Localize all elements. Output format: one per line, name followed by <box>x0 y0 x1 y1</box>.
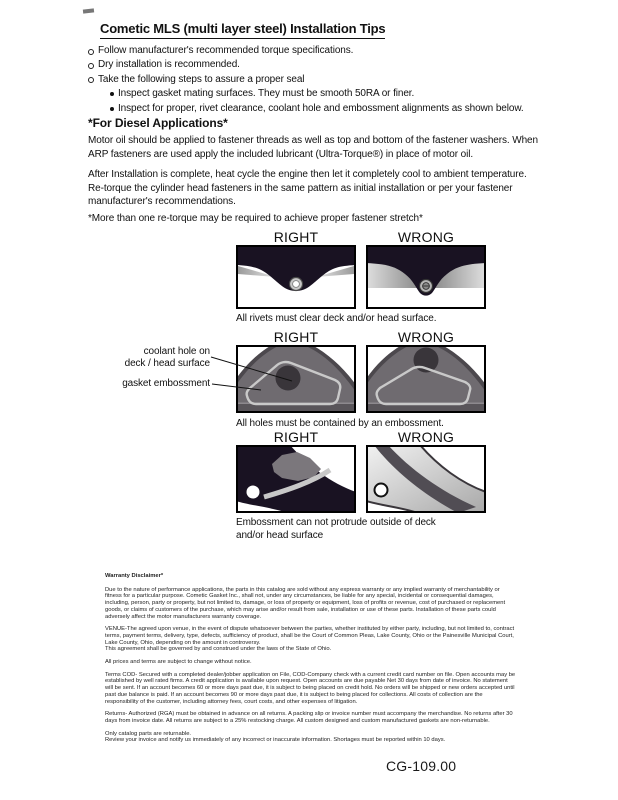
embossment-right-figure <box>236 445 356 513</box>
rivet-right-diagram <box>236 245 356 309</box>
bolt-hole-icon <box>247 486 260 499</box>
diagram-row-rivets <box>236 229 486 324</box>
rivet-right-figure <box>236 245 356 309</box>
dot-bullet-icon <box>110 92 114 96</box>
print-artifact-mark <box>83 8 94 13</box>
caption-line2: and/or head surface <box>236 529 324 541</box>
circle-bullet-icon <box>88 63 94 69</box>
list-item <box>88 44 540 58</box>
list-item-text: Take the following steps to assure a proper seal <box>98 73 305 85</box>
embossment-right-diagram <box>236 445 356 513</box>
wrong-label: WRONG <box>397 229 455 245</box>
warranty-paragraph: Only catalog parts are returnable. <box>105 730 192 737</box>
list-item <box>88 58 540 72</box>
list-item <box>110 87 540 101</box>
leader-lines <box>205 344 325 404</box>
coolant-label-line2: deck / head surface <box>124 358 210 369</box>
list-item <box>88 73 540 87</box>
dot-bullet-icon <box>110 107 114 111</box>
diesel-paragraph-2: After Installation is complete, heat cycle the engine then let it completely cool to ambient temperature. Re-torque the cylinder head fasteners in the same pattern as initial installation or per your fastener manufacturer's recommendations. <box>88 169 527 208</box>
warranty-paragraph: All prices and terms are subject to change without notice. <box>105 659 252 666</box>
list-item <box>110 102 540 116</box>
warranty-disclaimer <box>105 573 517 744</box>
warranty-paragraph: This agreement shall be governed by and construed under the laws of the State of Ohio. <box>105 646 332 653</box>
hole-wrong-figure <box>366 345 486 413</box>
warranty-heading: Warranty Disclaimer* <box>105 573 164 579</box>
wrong-label: WRONG <box>397 429 455 445</box>
diesel-paragraph-1: Motor oil should be applied to fastener threads as well as top and bottom of the fastener washers. When ARP fasteners are used apply the included lubricant (Ultra-Torque®) in place of motor oil. <box>88 135 538 160</box>
warranty-paragraph: Returns- Authorized (RGA) must be obtained in advance on all returns. A packing slip or invoice number must accompany the merchandise. No returns after 30 days from invoice date. All returns are subject to a 25% restocking charge. All custom designed and custom manufactured gaskets are non-returnable. <box>105 711 513 724</box>
retorque-note: *More than one re-torque may be required to achieve proper fastener stretch* <box>88 213 423 224</box>
bolt-hole-icon <box>375 484 388 497</box>
coolant-label-line1: coolant hole on <box>143 346 210 357</box>
list-item-text: Dry installation is recommended. <box>98 59 240 71</box>
page-number: CG-109.00 <box>386 758 457 774</box>
warranty-paragraph: Due to the nature of performance applications, the parts in this catalog are sold without any express warranty or any implied warranty of merchantability or fitness for a particular purpose. Cometic Gasket Inc., shall not, under any circumstances, be liable for any special, incidental or consequential damages, including, person, party or property, but not limited to, damage, or loss of property or equipment, loss of profits or revenue, cost of purchased or replacement goods, or claims of customers of the purchase, which may arise and/or result from sale, installation or use of these parts. Installation of these parts could adversely affect the motor manufacturers warranty coverage. <box>105 586 506 620</box>
warranty-paragraph: Terms COD- Secured with a completed dealer/jobber application on File, COD-Company check with a current credit card number on file. Open accounts may be established by well rated firms. A credit application is available upon request. Open accounts are due payable Net 30 days from date of invoice. No statement will be sent. If an account becomes 60 or more days past due, it is subject to being placed on credit hold. No orders will be shipped or new orders accepted until past due balance is paid. If an account becomes 90 or more days past due, it is subject to being placed for collections. All costs of collection are the responsibility of the customer, including attorney fees, court costs, and other expenses of litigation. <box>105 671 516 705</box>
diagram-row-embossment <box>236 429 486 541</box>
right-label: RIGHT <box>273 229 319 245</box>
coolant-hole-label <box>98 346 210 370</box>
diagram-row-holes <box>236 329 486 429</box>
right-label: RIGHT <box>273 329 319 345</box>
caption-line1: Embossment can not protrude outside of deck <box>236 517 436 528</box>
diagram-caption: All rivets must clear deck and/or head surface. <box>236 313 437 324</box>
warranty-paragraph: Review your invoice and notify us immediately of any incorrect or inaccurate information. Shortages must be reported within 10 days. <box>105 737 446 744</box>
diagram-caption: All holes must be contained by an embossment. <box>236 418 444 429</box>
gasket-embossment-label: gasket embossment <box>122 378 210 389</box>
right-label: RIGHT <box>273 429 319 445</box>
rivet-center <box>293 281 300 288</box>
circle-bullet-icon <box>88 77 94 83</box>
diesel-applications-heading: *For Diesel Applications* <box>88 116 228 130</box>
rivet-wrong-figure <box>366 245 486 309</box>
installation-tips-list <box>88 44 540 116</box>
page-title: Cometic MLS (multi layer steel) Installation Tips <box>100 21 385 39</box>
wrong-label: WRONG <box>397 329 455 345</box>
warranty-paragraph: VENUE-The agreed upon venue, in the event of dispute whatsoever between the parties, whether instituted by either party, including, but not limited to, contract terms, payment terms, delivery, type, defects, sufficiency of product, shall be the Court of Common Pleas, Lake County, Ohio or the Painesville Municipal Court, Lake County, Ohio, depending on the amount in controversy. <box>105 626 515 646</box>
circle-bullet-icon <box>88 49 94 55</box>
hole-wrong-diagram <box>366 345 486 413</box>
rivet-wrong-diagram <box>366 245 486 309</box>
list-item-text: Follow manufacturer's recommended torque specifications. <box>98 45 354 56</box>
diagram-caption <box>236 517 536 542</box>
embossment-wrong-diagram <box>366 445 486 513</box>
list-item-text: Inspect for proper, rivet clearance, coolant hole and embossment alignments as shown below. <box>118 102 524 114</box>
list-item-text: Inspect gasket mating surfaces. They must be smooth 50RA or finer. <box>118 88 415 100</box>
embossment-wrong-figure <box>366 445 486 513</box>
